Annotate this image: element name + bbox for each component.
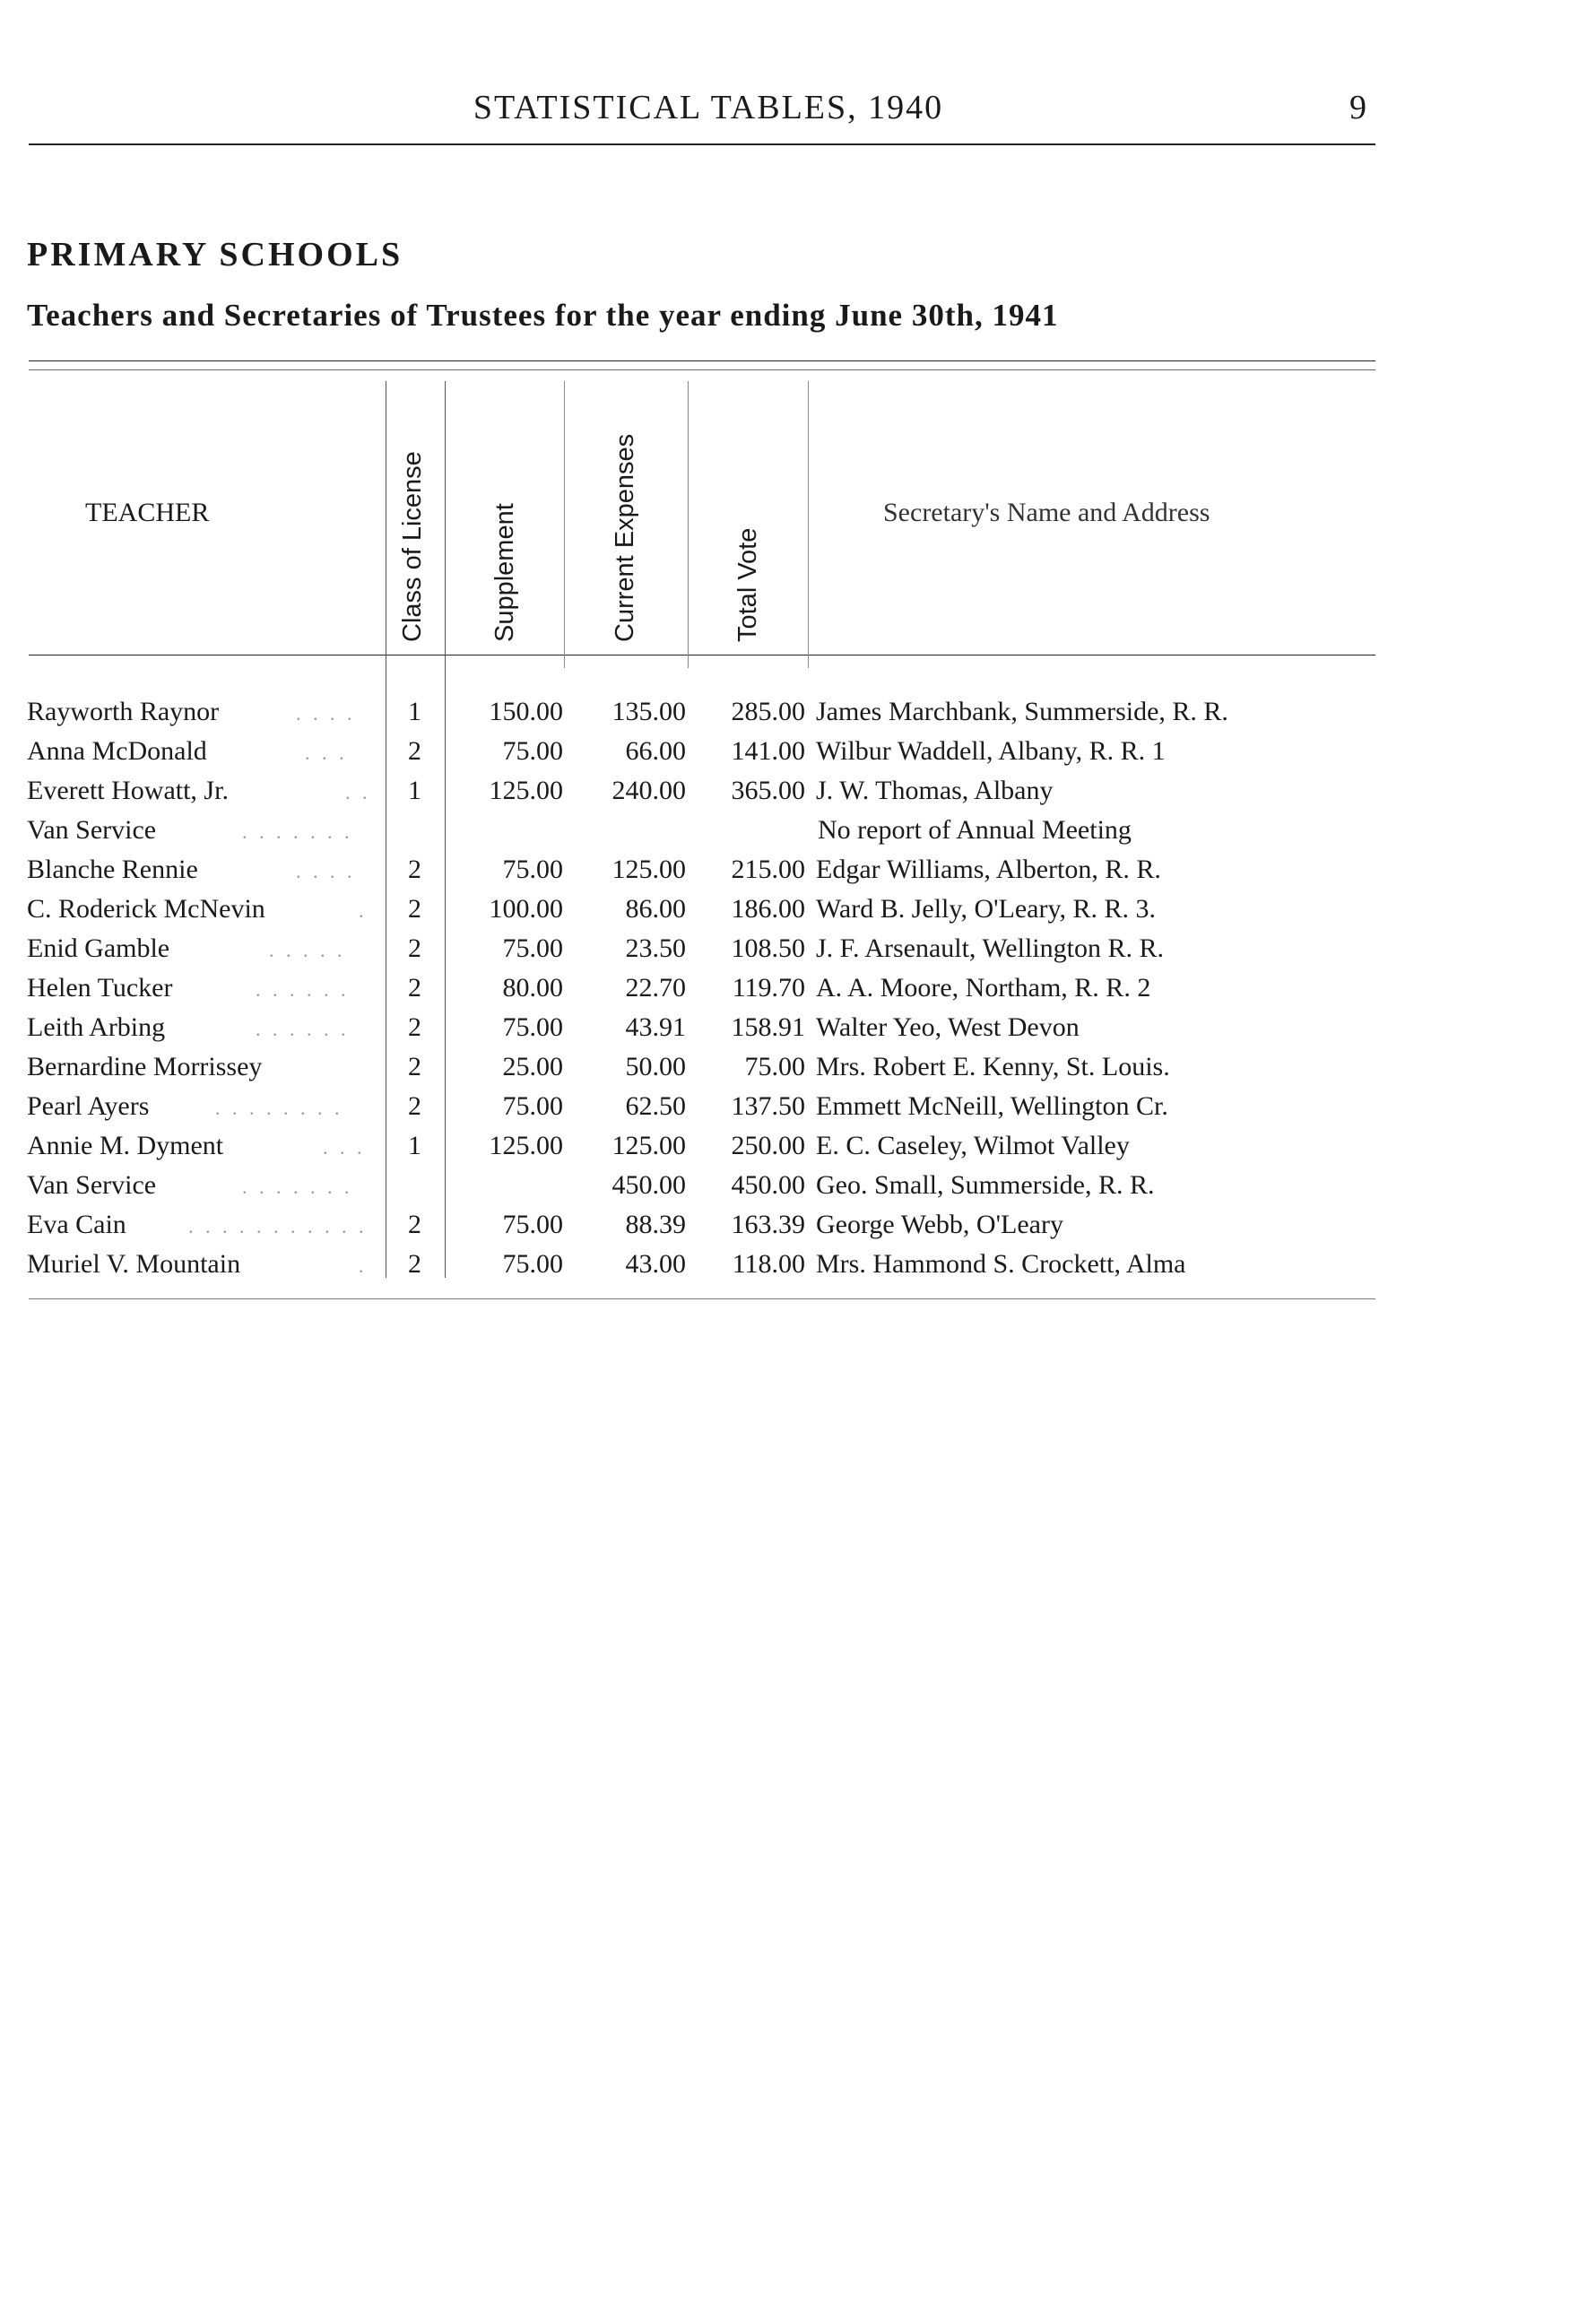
teacher-name: Van Service xyxy=(27,1170,157,1200)
class-of-license: 2 xyxy=(408,855,421,884)
supplement: 75.00 xyxy=(502,1210,563,1239)
table-bottom-rule xyxy=(29,1298,1375,1299)
total-vote: 285.00 xyxy=(731,697,805,726)
page-number: 9 xyxy=(1349,89,1366,126)
table-row xyxy=(0,855,1596,894)
section-title: PRIMARY SCHOOLS xyxy=(27,236,403,273)
total-vote: 108.50 xyxy=(731,933,805,963)
current-expenses: 86.00 xyxy=(625,894,686,924)
class-of-license: 2 xyxy=(408,894,421,924)
total-vote: 163.39 xyxy=(731,1210,805,1239)
supplement: 75.00 xyxy=(502,1091,563,1121)
running-head: STATISTICAL TABLES, 1940 xyxy=(473,89,944,126)
table-row xyxy=(0,973,1596,1012)
class-of-license: 1 xyxy=(408,776,421,805)
supplement: 75.00 xyxy=(502,736,563,766)
supplement: 75.00 xyxy=(502,1012,563,1042)
teacher-name: Anna McDonald xyxy=(27,736,207,766)
dot-leader: . . . xyxy=(305,742,348,764)
table-top-rule-2 xyxy=(29,369,1375,370)
header-teacher: TEACHER xyxy=(85,498,210,527)
table-row xyxy=(0,1012,1596,1052)
dot-leader: . . . . . . . xyxy=(242,820,353,843)
table-row xyxy=(0,1131,1596,1170)
table-row xyxy=(0,736,1596,776)
total-vote: 75.00 xyxy=(744,1052,805,1081)
teacher-name: Muriel V. Mountain xyxy=(27,1249,241,1279)
teacher-name: Everett Howatt, Jr. xyxy=(27,776,229,805)
class-of-license: 2 xyxy=(408,1012,421,1042)
class-of-license: 2 xyxy=(408,973,421,1003)
secretary-name-address: Ward B. Jelly, O'Leary, R. R. 3. xyxy=(816,894,1157,924)
table-row xyxy=(0,894,1596,933)
column-divider xyxy=(688,381,689,668)
table-row xyxy=(0,1052,1596,1091)
supplement: 25.00 xyxy=(502,1052,563,1081)
dot-leader: . . . . . . xyxy=(256,1018,350,1040)
current-expenses: 88.39 xyxy=(625,1210,686,1239)
secretary-name-address: James Marchbank, Summerside, R. R. xyxy=(816,697,1228,726)
current-expenses: 450.00 xyxy=(612,1170,686,1200)
total-vote: 365.00 xyxy=(731,776,805,805)
total-vote: 158.91 xyxy=(731,1012,805,1042)
teacher-name: Rayworth Raynor xyxy=(27,697,220,726)
current-expenses: 22.70 xyxy=(625,973,686,1003)
header-total-vote: Total Vote xyxy=(733,527,762,642)
dot-leader: . . xyxy=(345,781,371,803)
dot-leader: . xyxy=(359,899,368,922)
current-expenses: 50.00 xyxy=(625,1052,686,1081)
dot-leader: . . . . xyxy=(296,702,356,725)
table-row xyxy=(0,1249,1596,1289)
current-expenses: 43.91 xyxy=(625,1012,686,1042)
table-row xyxy=(0,815,1596,855)
secretary-name-address: Mrs. Robert E. Kenny, St. Louis. xyxy=(816,1052,1170,1081)
dot-leader: . . . xyxy=(323,1136,366,1159)
supplement: 125.00 xyxy=(489,776,563,805)
total-vote: 450.00 xyxy=(731,1170,805,1200)
supplement: 100.00 xyxy=(489,894,563,924)
header-rule xyxy=(29,143,1375,145)
dot-leader: . . . . . . . . . . . xyxy=(188,1215,368,1237)
class-of-license: 2 xyxy=(408,1210,421,1239)
total-vote: 118.00 xyxy=(732,1249,805,1279)
supplement: 80.00 xyxy=(502,973,563,1003)
secretary-name-address: A. A. Moore, Northam, R. R. 2 xyxy=(816,973,1151,1003)
table-row xyxy=(0,1210,1596,1249)
table-row xyxy=(0,776,1596,815)
teacher-name: Blanche Rennie xyxy=(27,855,198,884)
dot-leader: . . . . . . . . xyxy=(215,1097,343,1119)
secretary-name-address: J. W. Thomas, Albany xyxy=(816,776,1054,805)
total-vote: 137.50 xyxy=(731,1091,805,1121)
total-vote: 119.70 xyxy=(732,973,805,1003)
supplement: 75.00 xyxy=(502,933,563,963)
current-expenses: 43.00 xyxy=(625,1249,686,1279)
total-vote: 141.00 xyxy=(731,736,805,766)
class-of-license: 2 xyxy=(408,933,421,963)
current-expenses: 125.00 xyxy=(612,855,686,884)
class-of-license: 2 xyxy=(408,1052,421,1081)
teacher-name: Helen Tucker xyxy=(27,973,173,1003)
table-row xyxy=(0,1170,1596,1210)
table-row xyxy=(0,1091,1596,1131)
secretary-name-address: Geo. Small, Summerside, R. R. xyxy=(816,1170,1155,1200)
supplement: 75.00 xyxy=(502,855,563,884)
table-row xyxy=(0,933,1596,973)
total-vote: 250.00 xyxy=(731,1131,805,1160)
current-expenses: 135.00 xyxy=(612,697,686,726)
dot-leader: . . . . . . xyxy=(256,978,350,1001)
column-divider xyxy=(564,381,565,668)
teacher-name: Annie M. Dyment xyxy=(27,1131,224,1160)
total-vote: 186.00 xyxy=(731,894,805,924)
secretary-name-address: George Webb, O'Leary xyxy=(816,1210,1063,1239)
secretary-name-address: E. C. Caseley, Wilmot Valley xyxy=(816,1131,1130,1160)
current-expenses: 66.00 xyxy=(625,736,686,766)
meeting-note: No report of Annual Meeting xyxy=(818,815,1132,845)
header-supplement: Supplement xyxy=(490,503,519,642)
table-top-rule xyxy=(29,360,1375,361)
teacher-name: Pearl Ayers xyxy=(27,1091,150,1121)
dot-leader: . . . . xyxy=(296,860,356,882)
class-of-license: 2 xyxy=(408,1091,421,1121)
teacher-name: Enid Gamble xyxy=(27,933,170,963)
secretary-name-address: Walter Yeo, West Devon xyxy=(816,1012,1080,1042)
secretary-name-address: Emmett McNeill, Wellington Cr. xyxy=(816,1091,1168,1121)
table-row xyxy=(0,697,1596,736)
teacher-name: Leith Arbing xyxy=(27,1012,166,1042)
class-of-license: 2 xyxy=(408,736,421,766)
dot-leader: . . . . . xyxy=(269,939,346,961)
column-divider xyxy=(808,381,809,668)
secretary-name-address: J. F. Arsenault, Wellington R. R. xyxy=(816,933,1164,963)
total-vote: 215.00 xyxy=(731,855,805,884)
supplement: 125.00 xyxy=(489,1131,563,1160)
current-expenses: 62.50 xyxy=(625,1091,686,1121)
header-current-expenses: Current Expenses xyxy=(611,433,639,642)
dot-leader: . . . . . . . xyxy=(242,1176,353,1198)
table-subtitle: Teachers and Secretaries of Trustees for the year ending June 30th, 1941 xyxy=(27,298,1059,333)
secretary-name-address: Edgar Williams, Alberton, R. R. xyxy=(816,855,1161,884)
class-of-license: 1 xyxy=(408,697,421,726)
teacher-name: Bernardine Morrissey xyxy=(27,1052,263,1081)
header-class-of-license: Class of License xyxy=(398,451,427,642)
class-of-license: 1 xyxy=(408,1131,421,1160)
current-expenses: 125.00 xyxy=(612,1131,686,1160)
class-of-license: 2 xyxy=(408,1249,421,1279)
current-expenses: 23.50 xyxy=(625,933,686,963)
teacher-name: Van Service xyxy=(27,815,157,845)
secretary-name-address: Wilbur Waddell, Albany, R. R. 1 xyxy=(816,736,1166,766)
supplement: 75.00 xyxy=(502,1249,563,1279)
dot-leader: . xyxy=(359,1254,368,1277)
current-expenses: 240.00 xyxy=(612,776,686,805)
supplement: 150.00 xyxy=(489,697,563,726)
header-secretary: Secretary's Name and Address xyxy=(883,498,1210,527)
secretary-name-address: Mrs. Hammond S. Crockett, Alma xyxy=(816,1249,1186,1279)
teacher-name: Eva Cain xyxy=(27,1210,126,1239)
teacher-name: C. Roderick McNevin xyxy=(27,894,265,924)
